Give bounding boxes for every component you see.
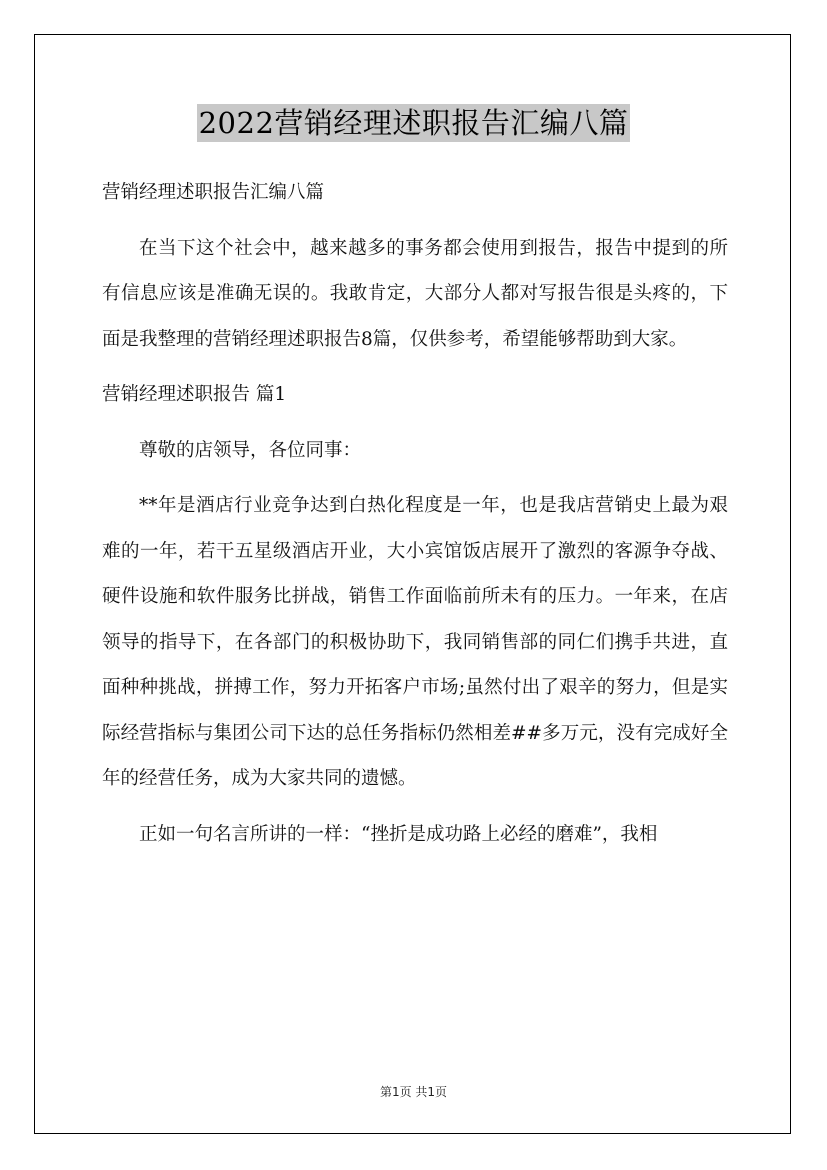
title-container xyxy=(0,104,827,142)
section-heading: 营销经理述职报告 篇1 xyxy=(102,384,287,405)
body-paragraph-continued: 正如一句名言所讲的一样：“挫折是成功路上必经的磨难”，我相 xyxy=(139,823,658,845)
body-paragraph: **年是酒店行业竞争达到白热化程度是一年，也是我店营销史上最为艰难的一年，若干五星级酒店开业，大小宾馆饭店展开了激烈的客源争夺战、硬件设施和软件服务比拼战，销售工作面临前所未有的压力。一年来，在店领导的指导下，在各部门的积极协助下，我同销售部的同仁们携手共进，直面种种挑战，拼搏工作，努力开拓客户市场;虽然付出了艰辛的努力，但是实际经营指标与集团公司下达的总任务指标仍然相差##多万元，没有完成好全年的经营任务，成为大家共同的遗憾。 xyxy=(102,495,728,789)
document-body xyxy=(102,170,728,867)
document-title: 2022营销经理述职报告汇编八篇 xyxy=(198,106,629,140)
intro-paragraph: 在当下这个社会中，越来越多的事务都会使用到报告，报告中提到的所有信息应该是准确无误的。我敢肯定，大部分人都对写报告很是头疼的，下面是我整理的营销经理述职报告8篇，仅供参考，希望能够帮助到大家。 xyxy=(102,237,728,350)
salutation-paragraph: 尊敬的店领导，各位同事： xyxy=(139,439,362,461)
subtitle-paragraph: 营销经理述职报告汇编八篇 xyxy=(102,182,325,203)
page-footer: 第1页 共1页 xyxy=(379,1085,448,1099)
